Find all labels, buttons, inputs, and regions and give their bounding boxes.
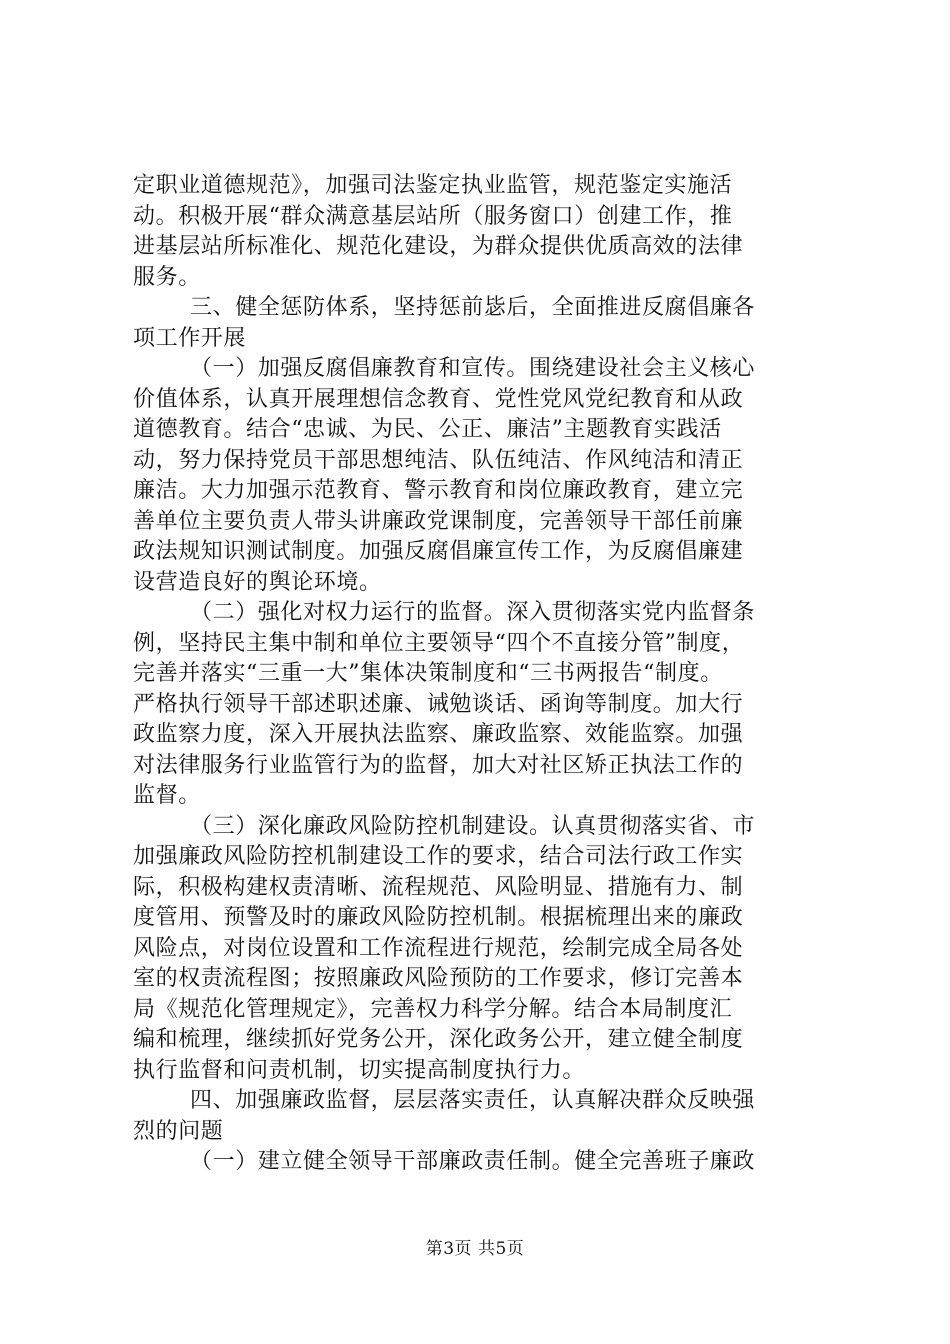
section-heading-line: 项工作开展 [133, 325, 247, 351]
text-line: 加强廉政风险防控机制建设工作的要求，结合司法行政工作实 [133, 844, 744, 869]
text-line: 编和梳理，继续抓好党务公开，深化政务公开，建立健全制度 [133, 1027, 744, 1052]
text-line: 执行监督和问责机制，切实提高制度执行力。 [133, 1057, 586, 1083]
text-line: （一）建立健全领导干部廉政责任制。健全完善班子廉政 [190, 1149, 756, 1174]
text-line: 定职业道德规范》，加强司法鉴定执业监管，规范鉴定实施活 [133, 173, 733, 198]
text-line: 际，积极构建权责清晰、流程规范、风险明显、措施有力、制 [133, 874, 744, 900]
text-line: 动。积极开展“群众满意基层站所（服务窗口）创建工作，推 [133, 203, 733, 229]
text-line: 政法规知识测试制度。加强反腐倡廉宣传工作，为反腐倡廉建 [133, 539, 744, 564]
section-heading-line: 烈的问题 [133, 1118, 224, 1144]
page-number-footer: 第3页 共5页 [425, 1239, 525, 1259]
text-line: 服务。 [133, 264, 201, 290]
text-line: 善单位主要负责人带头讲廉政党课制度，完善领导干部任前廉 [133, 508, 744, 534]
text-line: 监督。 [133, 783, 201, 808]
section-heading-line: 三、健全惩防体系，坚持惩前毖后，全面推进反腐倡廉各 [190, 295, 756, 320]
text-line: 道德教育。结合“忠诚、为民、公正、廉洁”主题教育实践活 [133, 417, 722, 442]
text-line: （三）深化廉政风险防控机制建设。认真贯彻落实省、市 [190, 813, 756, 839]
text-line: 局《规范化管理规定》，完善权力科学分解。结合本局制度汇 [133, 996, 733, 1022]
text-line: 室的权责流程图；按照廉政风险预防的工作要求，修订完善本 [133, 966, 744, 991]
section-heading-line: 四、加强廉政监督，层层落实责任，认真解决群众反映强 [190, 1088, 756, 1113]
text-line: 动，努力保持党员干部思想纯洁、队伍纯洁、作风纯洁和清正 [133, 447, 744, 473]
text-line: 完善并落实“三重一大”集体决策制度和“三书两报告“制度。 [133, 661, 723, 686]
document-body [133, 171, 853, 1178]
text-line: 廉洁。大力加强示范教育、警示教育和岗位廉政教育，建立完 [133, 478, 744, 503]
text-line: 严格执行领导干部述职述廉、诫勉谈话、函询等制度。加大行 [133, 691, 744, 717]
text-line: 对法律服务行业监管行为的监督，加大对社区矫正执法工作的 [133, 752, 744, 778]
text-line: 进基层站所标准化、规范化建设，为群众提供优质高效的法律 [133, 234, 744, 259]
text-line: （二）强化对权力运行的监督。深入贯彻落实党内监督条 [190, 600, 756, 625]
text-line: （一）加强反腐倡廉教育和宣传。围绕建设社会主义核心 [190, 356, 756, 381]
text-line: 设营造良好的舆论环境。 [133, 569, 382, 595]
text-line: 风险点，对岗位设置和工作流程进行规范，绘制完成全局各处 [133, 935, 744, 961]
text-line: 度管用、预警及时的廉政风险防控机制。根据梳理出来的廉政 [133, 905, 744, 930]
text-line: 价值体系，认真开展理想信念教育、党性党风党纪教育和从政 [133, 386, 744, 412]
text-line: 政监察力度，深入开展执法监察、廉政监察、效能监察。加强 [133, 722, 744, 747]
text-line: 例，坚持民主集中制和单位主要领导“四个不直接分管”制度， [133, 630, 745, 656]
